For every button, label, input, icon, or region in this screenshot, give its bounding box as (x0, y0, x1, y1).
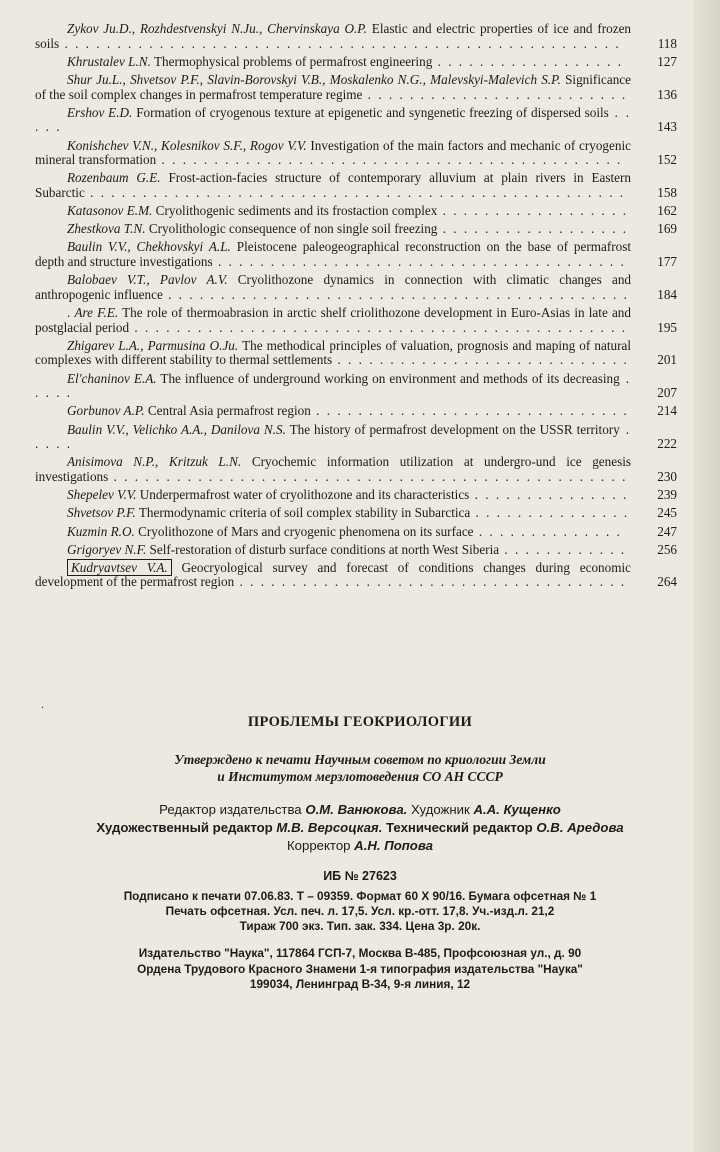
staff-line-3 (0, 837, 720, 855)
publisher-line-2: Ордена Трудового Красного Знамени 1-я типография издательства "Наука" (137, 961, 583, 976)
toc-page-number: 118 (657, 35, 677, 51)
print-line-3: Тираж 700 экз. Тип. зак. 334. Цена 3р. 20к. (239, 919, 481, 933)
ib-number: ИБ № 27623 (323, 869, 397, 883)
toc-page-number: 239 (657, 487, 677, 503)
toc-entry (35, 370, 677, 401)
toc-entry (35, 337, 677, 368)
toc-entry (35, 454, 677, 484)
proofreader-name: А.Н. Попова (354, 838, 433, 853)
toc-leader-dots: . . . . . . . . . . . . . . . . . . . . . . . . . . . . . . . . . . . . . . . . . . . . . . . . . (108, 468, 628, 484)
toc-title: Elastic and electric properties of ice and frozen soils (35, 21, 632, 51)
toc-title: Cryolithozone dynamics in connection with climatic changes and anthropogenic influence (35, 272, 632, 302)
publisher-details (0, 946, 720, 993)
toc-entry (35, 523, 677, 540)
toc-entry-text (35, 222, 637, 237)
toc-leader-dots: . . . . . . . . . . . . . . . . . . . . . . . . . . . . . . . . . . . . . . . (212, 254, 626, 270)
toc-leader-dots: . . . . . . . . . . . . . . . (470, 505, 630, 521)
toc-entry-text (35, 22, 637, 51)
toc-author: Shvetsov P.F. (67, 505, 136, 521)
toc-author: Baulin V.V., Chekhovskyi A.L. (67, 239, 231, 255)
toc-author: Zhigarev L.A., Parmusina O.Ju. (67, 337, 239, 353)
toc-leader-dots: . . . . . (35, 421, 631, 452)
toc-entry (35, 239, 677, 270)
toc-entry-text (35, 561, 637, 590)
toc-entry-text (35, 106, 637, 135)
toc-entry-text (35, 423, 637, 452)
toc-leader-dots: . . . . . . . . . . . . . . . . . . . . . . . . . . . . . . . . . . . . . . . . . . . . . . . . . . . (84, 184, 626, 200)
toc-entry-text (35, 525, 637, 540)
toc-entry-text (35, 204, 637, 219)
stray-mark: . (41, 697, 44, 711)
toc-page-number: 136 (657, 86, 677, 102)
toc-leader-dots: . . . . . . . . . . . . . . . . . . . . . . . . . . . . . . . . . . . . . (234, 574, 627, 590)
toc-title: Pleistocene paleogeographical reconstruction on the base of permafrost depth and structure investigations (35, 239, 632, 270)
toc-entry (35, 559, 677, 590)
toc-title: Cryolithozone of Mars and cryogenic phenomena on its surface (138, 523, 474, 539)
toc-leader-dots: . . . . . (35, 104, 632, 135)
toc-entry (35, 487, 677, 503)
toc-author: Baulin V.V., Velichko A.A., Danilova N.S. (67, 421, 286, 437)
toc-page-number: 207 (657, 385, 677, 401)
toc-author: Rozenbaum G.E. (67, 170, 161, 186)
toc-entry-text (35, 506, 637, 521)
toc-leader-dots: . . . . . . . . . . . . . . . . . . (437, 221, 629, 237)
toc-entry-text (35, 488, 637, 503)
toc-author: Are F.E. (74, 305, 119, 321)
toc-entry-text (35, 139, 637, 168)
toc-entry-text (35, 404, 637, 419)
toc-title: The history of permafrost development on the USSR territory (289, 421, 620, 437)
toc-page-number: 177 (657, 254, 677, 270)
editor-role: Редактор издательства (159, 802, 302, 817)
tech-editor-role: Технический редактор (386, 820, 533, 835)
toc-leader-dots: . . . . . . . . . . . . . . . . . . . . . . . . . (362, 86, 628, 102)
toc-leader-dots: . . . . . . . . . . . . . . . . . . . . . . . . . . . . . . . . . . . . . . . . . . . . . . . (129, 319, 628, 335)
toc-author: Gorbunov A.P. (67, 403, 145, 419)
toc-author: Ershov E.D. (67, 104, 133, 120)
toc-page-number: 127 (657, 53, 677, 69)
proofreader-role: Корректор (287, 838, 351, 853)
toc-author: Zhestkova T.N. (67, 221, 146, 237)
tech-editor-name: О.В. Аредова (536, 820, 624, 835)
toc-title: Central Asia permafrost region (147, 403, 311, 419)
staff-line-1 (0, 801, 720, 819)
table-of-contents (35, 21, 677, 594)
toc-entry (35, 272, 677, 302)
publisher-line-3: 199034, Ленинград В-34, 9-я линия, 12 (249, 977, 471, 991)
toc-author: Khrustalev L.N. (67, 53, 151, 69)
print-details (0, 889, 720, 934)
staff-credits (0, 801, 720, 855)
toc-page-number: 214 (657, 403, 677, 419)
toc-leader-dots: . . . . . . . . . . . . (499, 541, 627, 557)
toc-author: Anisimova N.P., Kritzuk L.N. (67, 454, 242, 470)
toc-entry-text (35, 339, 637, 368)
toc-author: Shepelev V.V. (67, 487, 137, 503)
toc-title: The influence of underground working on environment and methods of its decreasing (160, 370, 620, 386)
toc-author: Konishchev V.N., Kolesnikov S.F., Rogov V.V. (67, 137, 307, 153)
toc-author: El'chaninov E.A. (67, 370, 157, 386)
toc-page-number: 245 (657, 505, 677, 521)
toc-entry (35, 170, 677, 200)
toc-leader-dots: . . . . . . . . . . . . . . (473, 523, 622, 539)
toc-leader-dots: . . . . . . . . . . . . . . . . . . . . . . . . . . . . . . . . . . . . . . . . . . . . (156, 152, 623, 168)
toc-entry (35, 53, 677, 70)
toc-entry (35, 221, 677, 237)
toc-title: The role of thermoabrasion in arctic shelf criolithozone development in Euro-Asias in late and postglacial period (35, 305, 631, 335)
toc-title: Cryolithologic consequence of non single soil freezing (148, 221, 438, 237)
toc-entry-text (35, 543, 637, 558)
toc-page-number: 162 (657, 203, 677, 219)
editor-name: О.М. Ванюкова. (305, 802, 408, 817)
toc-entry-text (35, 306, 637, 335)
toc-page-number: 201 (657, 352, 677, 368)
approval-line-2: и Институтом мерзлотоведения СО АН СССР (217, 769, 503, 784)
toc-entry-text (35, 372, 637, 401)
print-line-2: Печать офсетная. Усл. печ. л. 17,5. Усл. кр.-отт. 17,8. Уч.-изд.л. 21,2 (165, 904, 555, 918)
staff-line-2 (0, 819, 720, 837)
toc-entry-text (35, 455, 637, 484)
approval-line-1: Утверждено к печати Научным советом по криологии Земли (174, 752, 546, 767)
toc-page-number: 247 (657, 523, 677, 539)
toc-author: Balobaev V.T., Pavlov A.V. (67, 272, 228, 288)
toc-title: Underpermafrost water of cryolithozone and its characteristics (139, 487, 470, 503)
toc-title: Thermophysical problems of permafrost engineering (153, 53, 433, 69)
toc-page-number: 143 (657, 119, 677, 135)
toc-title: Formation of cryogenous texture at epigenetic and syngenetic freezing of dispersed soils (136, 104, 609, 120)
toc-page-number: 222 (657, 436, 677, 452)
toc-title: Cryolithogenic sediments and its frostaction complex (155, 203, 438, 219)
toc-title: Frost-action-facies structure of contemporary alluvium at plain rivers in Eastern Subarctic (35, 170, 631, 200)
toc-leader-dots: . . . . . . . . . . . . . . . . . . (437, 203, 628, 219)
toc-entry-text (35, 240, 637, 269)
toc-entry-text (35, 73, 637, 102)
toc-leader-dots: . . . . . . . . . . . . . . . (469, 487, 629, 503)
toc-author: Katasonov E.M. (67, 203, 153, 219)
toc-title: Geocryological survey and forecast of conditions changes during economic development of the permafrost region (35, 559, 632, 590)
toc-author: Grigoryev N.F. (67, 541, 147, 557)
toc-author: Kuzmin R.O. (67, 523, 135, 539)
toc-leader-dots: . . . . . . . . . . . . . . . . . . . . . . . . . . . . . . . . . . . . . . . . . . . . (162, 286, 629, 302)
art-editor-name: М.В. Версоцкая. (276, 820, 383, 835)
approval-note (0, 751, 720, 785)
toc-entry-text (35, 273, 637, 302)
book-title: ПРОБЛЕМЫ ГЕОКРИОЛОГИИ (247, 714, 473, 730)
artist-role: Художник (411, 802, 470, 817)
toc-title: The methodical principles of valuation, prognosis and maping of natural complexes with different stability to thermal settlements (35, 337, 631, 368)
art-editor-role: Художественный редактор (96, 820, 273, 835)
toc-entry (35, 203, 677, 219)
toc-page-number: 158 (657, 184, 677, 200)
toc-leader-dots: . . . . . . . . . . . . . . . . . . . . . . . . . . . . . . . . . . . . . . . . . . . . . . . . . . . . . (59, 35, 621, 51)
toc-entry-lead-mark: . (67, 305, 75, 321)
toc-page-number: 195 (657, 319, 677, 335)
toc-author: Shur Ju.L., Shvetsov P.F., Slavin-Borovskyi V.B., Moskalenko N.G., Malevskyi-Malevich S.P. (67, 71, 561, 87)
toc-title: Thermodynamic criteria of soil complex stability in Subarctica (138, 505, 471, 521)
toc-entry-text (35, 55, 637, 70)
toc-leader-dots: . . . . . (35, 370, 632, 401)
toc-page-number: 184 (657, 286, 677, 302)
toc-title: Significance of the soil complex changes in permafrost temperature regime (35, 71, 631, 102)
toc-leader-dots: . . . . . . . . . . . . . . . . . . (432, 53, 623, 69)
publisher-line-1: Издательство "Наука", 117864 ГСП-7, Москва В-485, Профсоюзная ул., д. 90 (138, 946, 582, 960)
toc-page-number: 169 (657, 221, 677, 237)
toc-entry (35, 137, 677, 168)
artist-name: А.А. Кущенко (473, 802, 561, 817)
toc-entry (35, 403, 677, 419)
toc-entry (35, 421, 677, 452)
toc-entry (35, 505, 677, 521)
toc-entry (35, 71, 677, 102)
toc-entry-text (35, 171, 637, 200)
toc-title: Investigation of the main factors and mechanic of cryogenic mineral transformation (35, 137, 631, 168)
toc-page-number: 152 (657, 152, 677, 168)
toc-entry (35, 541, 677, 558)
toc-author: Kudryavtsev V.A. (67, 559, 172, 576)
toc-title: Cryochemic information utilization at undergro-und ice genesis investigations (35, 454, 632, 484)
toc-entry (35, 21, 677, 51)
toc-page-number: 256 (657, 541, 677, 557)
toc-leader-dots: . . . . . . . . . . . . . . . . . . . . . . . . . . . . (332, 352, 629, 368)
print-line-1: Подписано к печати 07.06.83. Т – 09359. Формат 60 Х 90/16. Бумага офсетная № 1 (123, 889, 597, 903)
toc-entry (35, 104, 677, 135)
toc-page-number: 230 (657, 468, 677, 484)
toc-entry (35, 305, 677, 335)
toc-title: Self-restoration of disturb surface conditions at north West Siberia (149, 541, 500, 557)
toc-page-number: 264 (657, 574, 677, 590)
toc-author: Zykov Ju.D., Rozhdestvenskyi N.Ju., Chervinskaya O.P. (67, 21, 367, 36)
colophon (0, 712, 720, 993)
toc-leader-dots: . . . . . . . . . . . . . . . . . . . . . . . . . . . . . . (310, 403, 629, 419)
